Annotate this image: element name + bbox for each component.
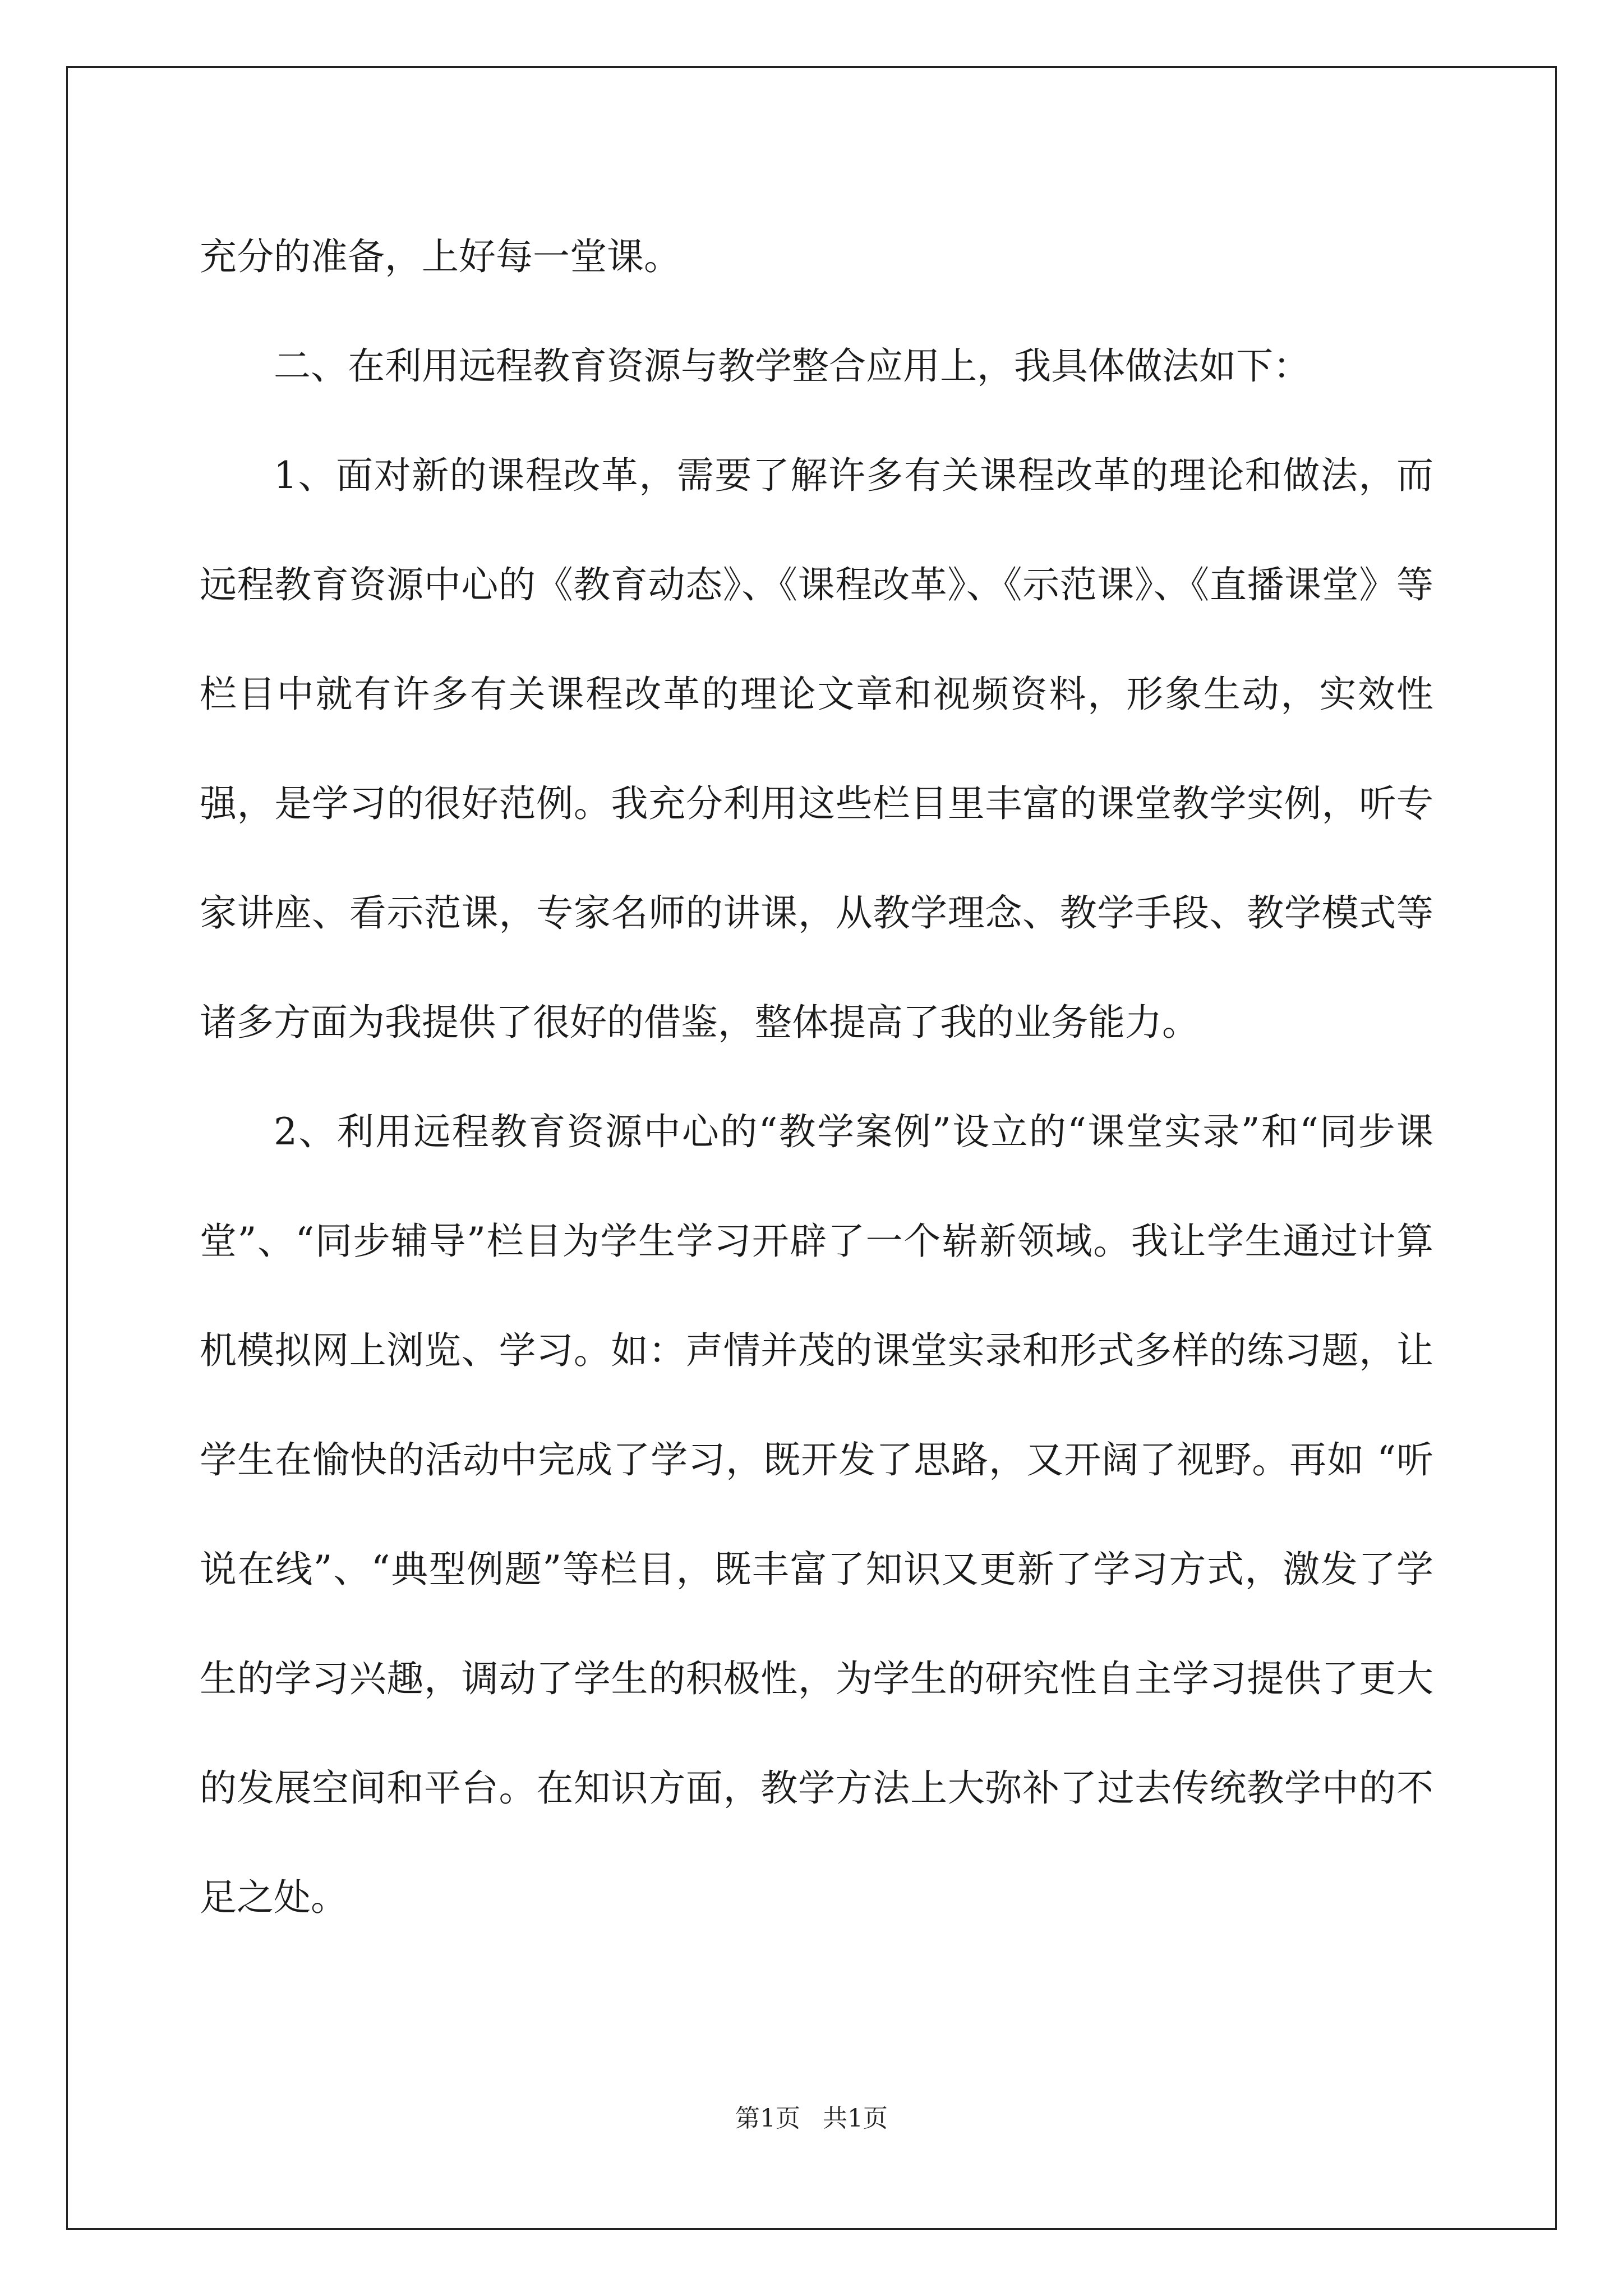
document-body (200, 202, 1433, 1952)
paragraph-2: 二、在利用远程教育资源与教学整合应用上，我具体做法如下： (274, 344, 1310, 388)
page-total: 共1页 (823, 2104, 888, 2133)
page-footer (0, 2098, 1623, 2134)
paragraph-1: 充分的准备，上好每一堂课。 (200, 235, 681, 278)
page-number: 第1页 (735, 2104, 800, 2133)
paragraph-4: 2、利用远程教育资源中心的“教学案例”设立的“课堂实录”和“同步课堂”、“同步辅导”栏目为学生学习开辟了一个崭新领域。我让学生通过计算机模拟网上浏览、学习。如：声情并茂的课堂实录和形式多样的练习题，让学生在愉快的活动中完成了学习，既开发了思路，又开阔了视野。再如 “听说在线”、“典型例题”等栏目，既丰富了知识又更新了学习方式，激发了学生的学习兴趣，调动了学生的积极性，为学生的研究性自主学习提供了更大的发展空间和平台。在知识方面，教学方法上大弥补了过去传统教学中的不足之处。 (200, 1110, 1433, 1919)
paragraph-3: 1、面对新的课程改革，需要了解许多有关课程改革的理论和做法，而远程教育资源中心的《教育动态》、《课程改革》、《示范课》、《直播课堂》等栏目中就有许多有关课程改革的理论文章和视频资料，形象生动，实效性强，是学习的很好范例。我充分利用这些栏目里丰富的课堂教学实例，听专家讲座、看示范课，专家名师的讲课，从教学理念、教学手段、教学模式等诸多方面为我提供了很好的借鉴，整体提高了我的业务能力。 (200, 454, 1433, 1044)
